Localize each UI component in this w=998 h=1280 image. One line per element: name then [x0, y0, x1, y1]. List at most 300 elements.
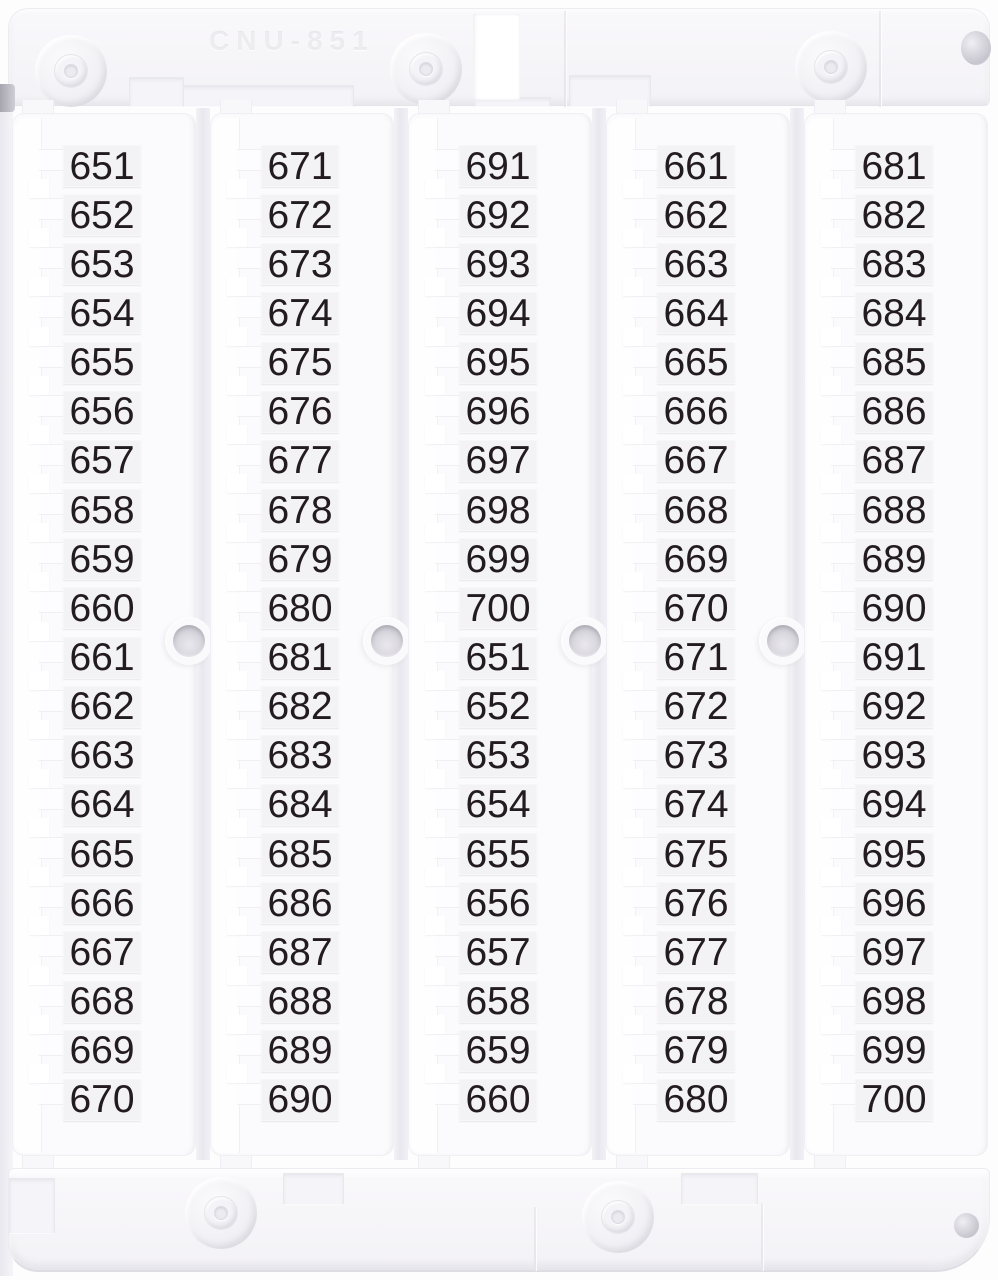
- tag-number: 670: [69, 1078, 135, 1122]
- tag-number: 666: [69, 881, 135, 925]
- tag-number: 668: [663, 488, 729, 532]
- marker-tag: [657, 587, 735, 629]
- tag-connector-tab: [831, 690, 856, 712]
- rail-notch: [29, 179, 49, 198]
- tag-number: 696: [465, 390, 531, 434]
- bottom-frame: [8, 1168, 990, 1272]
- tag-connector-tab: [633, 149, 658, 171]
- rail-notch: [227, 277, 247, 296]
- tag-connector-tab: [237, 690, 262, 712]
- marker-tag: [855, 637, 933, 679]
- marker-tag: [261, 194, 339, 236]
- corner-boss: [35, 35, 107, 107]
- rail-notch: [425, 425, 445, 444]
- tag-number: 652: [69, 193, 135, 237]
- rail-notch: [623, 228, 643, 247]
- rail-notch: [821, 376, 841, 395]
- marker-tag: [657, 735, 735, 777]
- tag-number: 682: [861, 193, 927, 237]
- rail-notch: [29, 376, 49, 395]
- tag-number: 683: [267, 734, 333, 778]
- rail-notch: [623, 474, 643, 493]
- marker-strip: [606, 113, 790, 1156]
- mounting-hole: [371, 625, 403, 657]
- marker-tag: [261, 243, 339, 285]
- tag-number: 660: [69, 586, 135, 630]
- rail-notch: [821, 277, 841, 296]
- tag-connector-tab: [237, 444, 262, 466]
- marker-tag: [855, 784, 933, 826]
- left-edge-notch: [0, 84, 15, 112]
- marker-tag: [261, 440, 339, 482]
- marker-tag: [855, 243, 933, 285]
- tag-number: 661: [69, 636, 135, 679]
- tag-connector-tab: [237, 591, 262, 613]
- rail-notch: [29, 818, 49, 837]
- mounting-hole: [767, 625, 799, 657]
- tag-connector-tab: [39, 788, 64, 810]
- rail-notch: [227, 1064, 247, 1083]
- rail-notch: [821, 179, 841, 198]
- tag-connector-tab: [39, 1034, 64, 1056]
- rail-notch: [821, 228, 841, 247]
- rail-notch: [227, 425, 247, 444]
- tag-number: 693: [465, 242, 531, 286]
- tag-connector-tab: [39, 591, 64, 613]
- tag-connector-tab: [633, 641, 658, 663]
- tag-connector-tab: [39, 149, 64, 171]
- tag-connector-tab: [39, 641, 64, 663]
- tag-number: 672: [267, 193, 333, 237]
- tag-connector-tab: [435, 346, 460, 368]
- tag-number: 671: [267, 144, 333, 188]
- marker-tag: [63, 637, 141, 679]
- marker-tag: [261, 489, 339, 531]
- rail-notch: [425, 1015, 445, 1034]
- boss-pin: [824, 60, 838, 74]
- marker-strip: [12, 113, 196, 1156]
- marker-tag: [657, 784, 735, 826]
- tag-connector-tab: [39, 837, 64, 859]
- rail-notch: [29, 769, 49, 788]
- marker-tag: [657, 686, 735, 728]
- marker-tag: [459, 194, 537, 236]
- tag-connector-tab: [237, 247, 262, 269]
- marker-tag: [63, 882, 141, 924]
- tag-number: 654: [69, 291, 135, 335]
- tag-connector-tab: [237, 935, 262, 957]
- mounting-hole: [173, 625, 205, 657]
- marker-tag: [855, 833, 933, 875]
- rail-notch: [29, 867, 49, 886]
- tag-connector-tab: [633, 493, 658, 515]
- rail-notch: [623, 523, 643, 542]
- rail-notch: [227, 671, 247, 690]
- rail-notch: [821, 769, 841, 788]
- tag-connector-tab: [831, 935, 856, 957]
- tag-number: 658: [69, 488, 135, 532]
- rail-notch: [227, 769, 247, 788]
- marker-tag: [261, 686, 339, 728]
- tag-number: 697: [465, 439, 531, 483]
- tag-connector-tab: [831, 739, 856, 761]
- tag-number: 685: [861, 341, 927, 385]
- tag-connector-tab: [633, 198, 658, 220]
- rail-notch: [29, 622, 49, 641]
- molded-recess: [169, 85, 354, 107]
- marker-tag: [855, 931, 933, 973]
- marker-tag: [63, 194, 141, 236]
- tag-number: 677: [267, 439, 333, 483]
- tag-number: 674: [663, 783, 729, 827]
- marker-tag: [459, 1030, 537, 1072]
- marker-tag: [63, 538, 141, 580]
- tag-number: 691: [861, 636, 927, 679]
- tag-number: 688: [267, 980, 333, 1024]
- tag-number: 655: [465, 832, 531, 876]
- tag-number: 658: [465, 980, 531, 1024]
- tag-number: 655: [69, 341, 135, 385]
- marker-tag: [657, 1079, 735, 1121]
- marker-tag: [261, 833, 339, 875]
- tag-number: 652: [465, 685, 531, 729]
- marker-tag: [657, 538, 735, 580]
- tag-number: 684: [267, 783, 333, 827]
- tag-connector-tab: [237, 493, 262, 515]
- marker-tag: [63, 145, 141, 187]
- tag-number: 651: [69, 144, 135, 188]
- marker-tag: [261, 587, 339, 629]
- marker-tag: [63, 292, 141, 334]
- tag-connector-tab: [831, 886, 856, 908]
- tag-connector-tab: [633, 985, 658, 1007]
- marker-tag: [657, 882, 735, 924]
- rail-notch: [425, 966, 445, 985]
- rail-notch: [821, 425, 841, 444]
- rail-notch: [821, 474, 841, 493]
- tag-number: 667: [69, 930, 135, 974]
- marker-tag: [63, 243, 141, 285]
- tag-number: 663: [69, 734, 135, 778]
- marker-tag: [261, 784, 339, 826]
- tag-number: 657: [465, 930, 531, 974]
- tag-number: 690: [267, 1078, 333, 1122]
- marker-tag: [63, 833, 141, 875]
- tag-number: 678: [267, 488, 333, 532]
- rail-notch: [623, 572, 643, 591]
- marker-tag: [63, 735, 141, 777]
- tag-number: 664: [663, 291, 729, 335]
- marker-tag: [261, 882, 339, 924]
- marker-tag: [63, 1079, 141, 1121]
- tag-connector-tab: [831, 395, 856, 417]
- tag-connector-tab: [237, 886, 262, 908]
- tag-connector-tab: [435, 149, 460, 171]
- tag-connector-tab: [237, 739, 262, 761]
- tag-connector-tab: [831, 149, 856, 171]
- rail-notch: [821, 916, 841, 935]
- rail-notch: [821, 671, 841, 690]
- rail-notch: [623, 1015, 643, 1034]
- tag-connector-tab: [435, 641, 460, 663]
- rail-notch: [425, 228, 445, 247]
- tag-number: 699: [465, 537, 531, 581]
- tag-connector-tab: [435, 1034, 460, 1056]
- tag-connector-tab: [633, 395, 658, 417]
- tag-connector-tab: [39, 690, 64, 712]
- marker-tag: [63, 587, 141, 629]
- marker-tag: [855, 686, 933, 728]
- tag-connector-tab: [831, 296, 856, 318]
- rail-notch: [29, 572, 49, 591]
- mold-seam: [761, 1203, 763, 1271]
- tag-number: 694: [861, 783, 927, 827]
- embossed-marking: CNU-851: [209, 25, 375, 56]
- tag-connector-tab: [831, 985, 856, 1007]
- tag-connector-tab: [633, 739, 658, 761]
- edge-dimple: [954, 1213, 979, 1238]
- tag-connector-tab: [633, 788, 658, 810]
- tag-number: 680: [663, 1078, 729, 1122]
- tag-number: 688: [861, 488, 927, 532]
- tag-connector-tab: [237, 198, 262, 220]
- edge-dimple: [961, 31, 991, 65]
- marker-tag: [855, 489, 933, 531]
- marker-tag: [261, 931, 339, 973]
- corner-boss: [582, 1181, 654, 1253]
- tag-connector-tab: [435, 739, 460, 761]
- tag-connector-tab: [237, 149, 262, 171]
- tag-number: 673: [663, 734, 729, 778]
- tag-connector-tab: [237, 346, 262, 368]
- marker-strip: [408, 113, 592, 1156]
- rail-notch: [227, 867, 247, 886]
- tag-number: 657: [69, 439, 135, 483]
- tag-connector-tab: [435, 395, 460, 417]
- tag-number: 656: [465, 881, 531, 925]
- marker-tag: [459, 440, 537, 482]
- tag-connector-tab: [435, 985, 460, 1007]
- tag-connector-tab: [435, 542, 460, 564]
- rail-notch: [29, 523, 49, 542]
- tag-number: 656: [69, 390, 135, 434]
- marker-strip: [210, 113, 394, 1156]
- marker-tag: [261, 538, 339, 580]
- tag-number: 687: [267, 930, 333, 974]
- rail-notch: [29, 277, 49, 296]
- marker-tag: [855, 1030, 933, 1072]
- molded-recess: [681, 1173, 758, 1205]
- tag-number: 665: [663, 341, 729, 385]
- rail-notch: [623, 916, 643, 935]
- tag-number: 653: [69, 242, 135, 286]
- tag-number: 686: [861, 390, 927, 434]
- tag-connector-tab: [39, 444, 64, 466]
- tag-connector-tab: [831, 247, 856, 269]
- marker-tag: [459, 931, 537, 973]
- tag-number: 690: [861, 586, 927, 630]
- tag-number: 668: [69, 980, 135, 1024]
- tag-connector-tab: [633, 444, 658, 466]
- rail-notch: [623, 327, 643, 346]
- marker-tag: [855, 292, 933, 334]
- tag-connector-tab: [435, 591, 460, 613]
- tag-number: 681: [861, 144, 927, 188]
- marker-tag: [657, 292, 735, 334]
- tag-number: 694: [465, 291, 531, 335]
- rail-notch: [29, 916, 49, 935]
- tag-connector-tab: [435, 198, 460, 220]
- tag-connector-tab: [435, 837, 460, 859]
- tag-number: 687: [861, 439, 927, 483]
- tag-number: 661: [663, 144, 729, 188]
- tag-connector-tab: [237, 641, 262, 663]
- rail-notch: [623, 425, 643, 444]
- rail-notch: [227, 966, 247, 985]
- rail-notch: [623, 277, 643, 296]
- tag-number: 669: [69, 1029, 135, 1073]
- marker-tag: [855, 194, 933, 236]
- marker-tag: [63, 784, 141, 826]
- tag-connector-tab: [435, 1083, 460, 1105]
- tag-number: 660: [465, 1078, 531, 1122]
- rail-notch: [425, 671, 445, 690]
- tag-connector-tab: [633, 346, 658, 368]
- mold-seam: [879, 11, 881, 107]
- tag-number: 679: [267, 537, 333, 581]
- tag-connector-tab: [435, 690, 460, 712]
- rail-notch: [821, 1064, 841, 1083]
- marker-tag: [855, 342, 933, 384]
- tag-connector-tab: [39, 247, 64, 269]
- marker-tag: [63, 1030, 141, 1072]
- mold-seam: [534, 1207, 536, 1271]
- tag-connector-tab: [237, 296, 262, 318]
- rail-notch: [227, 818, 247, 837]
- tag-connector-tab: [831, 198, 856, 220]
- tag-number: 689: [861, 537, 927, 581]
- marker-tag: [63, 440, 141, 482]
- tag-connector-tab: [633, 542, 658, 564]
- tag-number: 685: [267, 832, 333, 876]
- tag-number: 659: [465, 1029, 531, 1073]
- rail-notch: [623, 376, 643, 395]
- tag-number: 681: [267, 636, 333, 679]
- tag-connector-tab: [39, 346, 64, 368]
- marker-tag: [459, 243, 537, 285]
- tag-connector-tab: [39, 493, 64, 515]
- marker-tag: [261, 1030, 339, 1072]
- rail-notch: [821, 622, 841, 641]
- tag-connector-tab: [39, 886, 64, 908]
- marker-tag: [855, 882, 933, 924]
- rail-notch: [623, 818, 643, 837]
- tag-connector-tab: [435, 788, 460, 810]
- mounting-hole-lobe: [759, 617, 807, 665]
- tag-number: 692: [861, 685, 927, 729]
- tag-connector-tab: [39, 935, 64, 957]
- rail-notch: [227, 720, 247, 739]
- tag-number: 697: [861, 930, 927, 974]
- marker-tag: [855, 1079, 933, 1121]
- marker-tag: [261, 1079, 339, 1121]
- tag-number: 653: [465, 734, 531, 778]
- boss-pin: [64, 64, 78, 78]
- rail-notch: [821, 818, 841, 837]
- marker-tag: [657, 145, 735, 187]
- tag-number: 654: [465, 783, 531, 827]
- tag-connector-tab: [39, 542, 64, 564]
- tag-connector-tab: [831, 1083, 856, 1105]
- tag-number: 695: [861, 832, 927, 876]
- rail-notch: [29, 1015, 49, 1034]
- marker-tag: [459, 735, 537, 777]
- tag-number: 680: [267, 586, 333, 630]
- tag-number: 700: [465, 586, 531, 630]
- molded-recess: [129, 77, 184, 107]
- tag-number: 696: [861, 881, 927, 925]
- tag-number: 675: [267, 341, 333, 385]
- marker-tag: [63, 391, 141, 433]
- corner-boss: [185, 1177, 257, 1249]
- tag-number: 691: [465, 144, 531, 188]
- corner-boss: [795, 31, 867, 103]
- rail-notch: [821, 523, 841, 542]
- marker-strip: [804, 113, 988, 1156]
- tag-number: 695: [465, 341, 531, 385]
- tag-connector-tab: [633, 296, 658, 318]
- tag-connector-tab: [39, 395, 64, 417]
- tag-connector-tab: [831, 444, 856, 466]
- rail-notch: [821, 572, 841, 591]
- marker-tag: [459, 587, 537, 629]
- tag-number: 665: [69, 832, 135, 876]
- marker-tag: [459, 637, 537, 679]
- tag-number: 699: [861, 1029, 927, 1073]
- tag-connector-tab: [39, 739, 64, 761]
- boss-pin: [419, 62, 433, 76]
- tag-connector-tab: [435, 444, 460, 466]
- tag-connector-tab: [237, 1034, 262, 1056]
- tag-number: 686: [267, 881, 333, 925]
- marker-tag: [459, 1079, 537, 1121]
- rail-notch: [425, 1064, 445, 1083]
- rail-notch: [821, 720, 841, 739]
- marker-tag: [459, 981, 537, 1023]
- rail-notch: [425, 277, 445, 296]
- tag-connector-tab: [633, 1034, 658, 1056]
- marker-tag: [261, 637, 339, 679]
- tag-number: 651: [465, 636, 531, 679]
- rail-notch: [425, 916, 445, 935]
- mounting-hole-lobe: [363, 617, 411, 665]
- marker-tag: [657, 391, 735, 433]
- marker-tag: [657, 342, 735, 384]
- rail-notch: [425, 622, 445, 641]
- marker-tag: [657, 981, 735, 1023]
- tag-connector-tab: [39, 1083, 64, 1105]
- tag-number: 678: [663, 980, 729, 1024]
- marker-tag: [855, 391, 933, 433]
- marker-tag: [459, 538, 537, 580]
- marker-tag: [657, 637, 735, 679]
- tag-connector-tab: [435, 247, 460, 269]
- tag-connector-tab: [435, 296, 460, 318]
- tag-connector-tab: [633, 837, 658, 859]
- tag-connector-tab: [633, 1083, 658, 1105]
- tag-connector-tab: [633, 690, 658, 712]
- tag-connector-tab: [435, 935, 460, 957]
